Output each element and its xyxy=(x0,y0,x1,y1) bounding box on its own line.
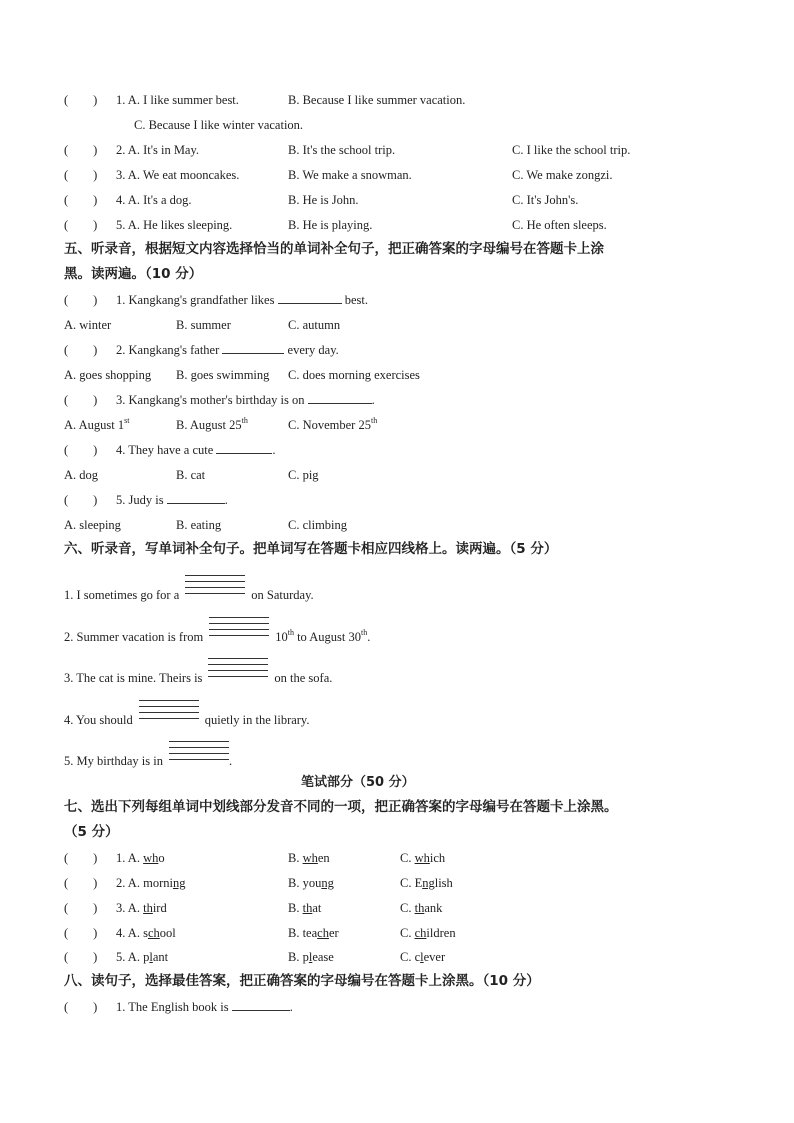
answer-paren: ( ) xyxy=(64,218,98,232)
option-prefix: C. c xyxy=(400,950,421,964)
option-b-text: B. August 25 xyxy=(176,418,242,432)
option-c: C. climbing xyxy=(288,518,348,532)
option-b: B. Because I like summer vacation. xyxy=(288,93,466,107)
q-num: 4. A. s xyxy=(116,926,148,940)
answer-paren: ( ) xyxy=(64,93,98,107)
option-c xyxy=(400,900,442,916)
s-text-end: on the sofa. xyxy=(274,670,333,685)
sec5-q4 xyxy=(64,442,276,458)
answer-paren: ( ) xyxy=(64,851,98,865)
option-b: B. goes swimming xyxy=(176,368,270,382)
q-stem: 4. A. It's a dog. xyxy=(116,193,192,207)
underlined-part: ch xyxy=(147,926,160,940)
answer-paren: ( ) xyxy=(64,168,98,182)
q-text: 4. They have a cute xyxy=(116,443,214,457)
word-rest: ease xyxy=(312,950,334,964)
word-lead: morni xyxy=(143,876,173,890)
option-c: C. It's John's. xyxy=(512,193,579,207)
underlined-part: ch xyxy=(414,926,427,940)
sec4-q2 xyxy=(64,142,764,158)
option-b xyxy=(288,949,334,965)
option-prefix: C. xyxy=(400,901,415,915)
option-prefix: C. xyxy=(400,851,415,865)
ordinal-sup: th xyxy=(360,627,368,637)
q-text-end: best. xyxy=(344,293,368,307)
q-text: 5. Judy is xyxy=(116,493,164,507)
q-text-end: . xyxy=(371,393,375,407)
option-a: A. winter xyxy=(64,318,112,332)
word-rest: ird xyxy=(152,901,167,915)
sec4-q4 xyxy=(64,192,764,208)
q-text-end: . xyxy=(272,443,276,457)
option-c: C. Because I like winter vacation. xyxy=(134,118,304,132)
sec7-title: 七、选出下列每组单词中划线部分发音不同的一项，把正确答案的字母编号在答题卡上涂黑。 xyxy=(64,799,618,815)
option-c: C. does morning exercises xyxy=(288,368,420,382)
option-prefix: C. E xyxy=(400,876,423,890)
sec7-q3 xyxy=(64,900,564,916)
answer-paren: ( ) xyxy=(64,950,98,964)
answer-paren: ( ) xyxy=(64,443,98,457)
sec5-q2 xyxy=(64,342,339,358)
option-prefix: B. you xyxy=(288,876,322,890)
four-line-grid xyxy=(209,617,269,643)
ordinal-sup: th xyxy=(370,416,378,425)
q-text: 1. The English book is xyxy=(116,1000,229,1014)
s-text: 5. My birthday is in xyxy=(64,753,163,768)
word-rest: ank xyxy=(424,901,443,915)
underlined-part: ch xyxy=(317,926,329,940)
q-text: 3. Kangkang's mother's birthday is on xyxy=(116,393,305,407)
sec5-q2-options xyxy=(64,367,564,383)
q-text-end: . xyxy=(224,493,228,507)
ordinal-sup: st xyxy=(124,416,130,425)
answer-paren: ( ) xyxy=(64,926,98,940)
sec5-q1-options xyxy=(64,317,564,333)
sec6-s3 xyxy=(64,666,332,692)
option-c: C. We make zongzi. xyxy=(512,168,613,182)
q-text: 2. Kangkang's father xyxy=(116,343,220,357)
answer-paren: ( ) xyxy=(64,193,98,207)
sec5-q4-options xyxy=(64,467,564,483)
option-a: A. sleeping xyxy=(64,518,121,532)
option-b: B. We make a snowman. xyxy=(288,168,412,182)
sec5-q5-options xyxy=(64,517,564,533)
word-rest: ildren xyxy=(426,926,456,940)
s-text-end: on Saturday. xyxy=(251,587,314,602)
four-line-grid xyxy=(139,700,199,726)
word-rest: o xyxy=(158,851,165,865)
underlined-part: wh xyxy=(143,851,159,865)
word-rest: at xyxy=(312,901,322,915)
option-c: C. autumn xyxy=(288,318,341,332)
word-rest: er xyxy=(328,926,339,940)
s-text: to August 30 xyxy=(293,629,361,644)
option-b xyxy=(288,875,334,891)
s-text: 10 xyxy=(275,629,288,644)
option-b xyxy=(288,925,339,941)
sec6-s1 xyxy=(64,583,314,609)
answer-blank xyxy=(232,999,290,1011)
option-a-text: A. August 1 xyxy=(64,418,125,432)
answer-paren: ( ) xyxy=(64,343,98,357)
option-c xyxy=(288,417,377,433)
four-line-grid xyxy=(169,741,229,767)
option-b xyxy=(288,900,321,916)
option-a: A. dog xyxy=(64,468,99,482)
option-c: C. I like the school trip. xyxy=(512,143,631,157)
answer-blank xyxy=(216,442,272,454)
q-text-end: . xyxy=(289,1000,293,1014)
q-text-end: every day. xyxy=(287,343,339,357)
option-b: B. summer xyxy=(176,318,231,332)
sec5-title-cont: 黑。读两遍。（10 分） xyxy=(64,266,203,282)
option-prefix: B. xyxy=(288,901,303,915)
sec8-title: 八、读句子，选择最佳答案，把正确答案的字母编号在答题卡上涂黑。（10 分） xyxy=(64,973,540,989)
s-text-end: quietly in the library. xyxy=(204,712,310,727)
option-b xyxy=(176,417,248,433)
option-c: C. pig xyxy=(288,468,319,482)
q-text: 1. Kangkang's grandfather likes xyxy=(116,293,275,307)
s-text: 1. I sometimes go for a xyxy=(64,587,180,602)
s-text-end: . xyxy=(367,629,371,644)
underlined-part: th xyxy=(143,901,153,915)
word-rest: en xyxy=(317,851,330,865)
sec7-title-cont: （5 分） xyxy=(64,824,119,840)
answer-paren: ( ) xyxy=(64,493,98,507)
sec7-q5 xyxy=(64,949,564,965)
underlined-part: l xyxy=(149,950,153,964)
word-rest: ant xyxy=(152,950,169,964)
answer-blank xyxy=(167,492,225,504)
four-line-grid xyxy=(185,575,245,601)
sec4-q3 xyxy=(64,167,764,183)
sec5-q3 xyxy=(64,392,375,408)
answer-paren: ( ) xyxy=(64,293,98,307)
sec6-s5 xyxy=(64,749,232,775)
option-c xyxy=(400,949,445,965)
s-text: 2. Summer vacation is from xyxy=(64,629,204,644)
ordinal-sup: th xyxy=(287,627,294,637)
underlined-part: th xyxy=(302,901,313,915)
answer-blank xyxy=(278,292,342,304)
option-b: B. cat xyxy=(176,468,206,482)
option-b xyxy=(288,850,330,866)
answer-paren: ( ) xyxy=(64,901,98,915)
option-prefix: C. xyxy=(400,926,415,940)
word-rest: ich xyxy=(429,851,446,865)
four-line-grid xyxy=(208,658,268,684)
option-prefix: B. tea xyxy=(288,926,318,940)
answer-blank xyxy=(308,392,372,404)
q-stem: 5. A. He likes sleeping. xyxy=(116,218,233,232)
sec6-title: 六、听录音，写单词补全句子。把单词写在答题卡相应四线格上。读两遍。（5 分） xyxy=(64,541,558,557)
option-prefix: B. xyxy=(288,851,303,865)
sec7-q2 xyxy=(64,875,564,891)
underlined-part: ng xyxy=(422,876,435,890)
option-c xyxy=(400,875,453,891)
sec7-q4 xyxy=(64,925,564,941)
underlined-part: wh xyxy=(414,851,430,865)
s-text: 3. The cat is mine. Theirs is xyxy=(64,670,203,685)
option-c: C. He often sleeps. xyxy=(512,218,607,232)
answer-paren: ( ) xyxy=(64,876,98,890)
written-part-title: 笔试部分（50 分） xyxy=(301,775,415,790)
answer-paren: ( ) xyxy=(64,1000,98,1014)
sec5-q3-options xyxy=(64,417,564,433)
s-text: 4. You should xyxy=(64,712,133,727)
underlined-part: ng xyxy=(172,876,186,890)
answer-paren: ( ) xyxy=(64,393,98,407)
sec6-s2 xyxy=(64,625,370,651)
option-c xyxy=(400,925,456,941)
ordinal-sup: th xyxy=(241,416,248,425)
q-num: 2. A. xyxy=(116,876,144,890)
sec5-title: 五、听录音，根据短文内容选择恰当的单词补全句子，把正确答案的字母编号在答题卡上涂 xyxy=(64,241,604,257)
sec7-q1 xyxy=(64,850,564,866)
q-stem: 2. A. It's in May. xyxy=(116,143,200,157)
sec8-q1 xyxy=(64,999,293,1015)
q-stem: 1. A. I like summer best. xyxy=(116,93,239,107)
option-b: B. eating xyxy=(176,518,222,532)
s-text-end: . xyxy=(228,753,233,768)
sec5-q5 xyxy=(64,492,228,508)
underlined-part: ng xyxy=(321,876,334,890)
q-num: 5. A. p xyxy=(116,950,150,964)
option-prefix: B. p xyxy=(288,950,309,964)
answer-paren: ( ) xyxy=(64,143,98,157)
option-a xyxy=(64,418,129,432)
option-b: B. He is John. xyxy=(288,193,359,207)
option-a: A. goes shopping xyxy=(64,368,152,382)
option-b: B. It's the school trip. xyxy=(288,143,396,157)
sec5-q1 xyxy=(64,292,368,308)
sec4-q1 xyxy=(64,92,466,108)
sec4-q5 xyxy=(64,217,764,233)
word-rest: ool xyxy=(159,926,176,940)
word-rest: lish xyxy=(434,876,453,890)
underlined-part: th xyxy=(414,901,425,915)
underlined-part: l xyxy=(420,950,424,964)
option-b: B. He is playing. xyxy=(288,218,373,232)
q-num: 3. A. xyxy=(116,901,144,915)
option-c xyxy=(400,850,445,866)
underlined-part: l xyxy=(308,950,313,964)
q-stem: 3. A. We eat mooncakes. xyxy=(116,168,240,182)
sec6-s4 xyxy=(64,708,310,734)
answer-blank xyxy=(222,342,284,354)
underlined-part: wh xyxy=(302,851,318,865)
word-rest: ever xyxy=(423,950,446,964)
option-c-text: C. November 25 xyxy=(288,418,371,432)
q-num: 1. A. xyxy=(116,851,144,865)
